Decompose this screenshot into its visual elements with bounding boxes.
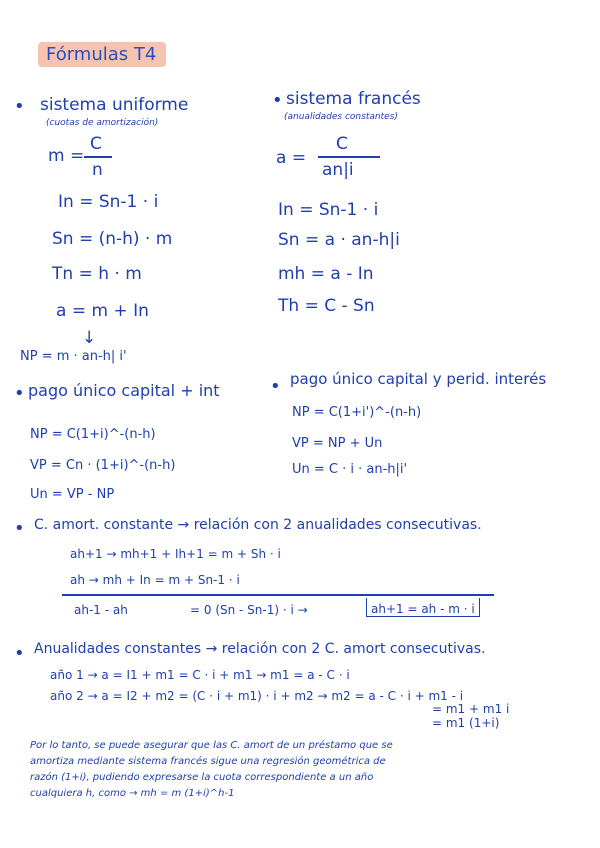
bullet-dot: • xyxy=(272,90,283,111)
heading-sistema-frances: sistema francés xyxy=(286,89,421,109)
formula-m-num: C xyxy=(90,134,102,154)
formula-tn: Tn = h · m xyxy=(52,264,142,284)
bullet-dot: • xyxy=(14,96,25,117)
formula-np-periodico: NP = C(1+i')^-(n-h) xyxy=(292,405,422,420)
bullet-dot: • xyxy=(14,383,25,404)
relation-row-2: ah → mh + In = m + Sn-1 · i xyxy=(70,573,240,587)
formula-np-uniforme: NP = m · an-h| i' xyxy=(20,349,127,364)
formula-un-pago: Un = VP - NP xyxy=(30,487,115,502)
formula-in-frances: In = Sn-1 · i xyxy=(278,200,379,220)
conclusion-line-1: Por lo tanto, se puede asegurar que las C. amort de un préstamo que se xyxy=(30,740,393,751)
formula-vp-periodico: VP = NP + Un xyxy=(292,436,383,451)
subheading-frances: (anualidades constantes) xyxy=(284,112,398,122)
formula-a: a = m + In xyxy=(56,301,149,321)
bullet-dot: • xyxy=(270,376,281,397)
subtraction-line xyxy=(62,594,494,596)
formula-np-pago: NP = C(1+i)^-(n-h) xyxy=(30,427,156,442)
fraction-bar xyxy=(318,156,380,158)
heading-sistema-uniforme: sistema uniforme xyxy=(40,95,189,115)
formula-a-num: C xyxy=(336,134,348,154)
formula-sn: Sn = (n-h) · m xyxy=(52,229,173,249)
arrow-down-icon: ↓ xyxy=(82,328,97,348)
formula-in: In = Sn-1 · i xyxy=(58,192,159,212)
heading-pago-unico-int: pago único capital + int xyxy=(28,381,220,400)
formula-m-den: n xyxy=(92,160,103,180)
formula-vp-pago: VP = Cn · (1+i)^-(n-h) xyxy=(30,458,176,473)
anualidad-row-1: año 1 → a = I1 + m1 = C · i + m1 → m1 = a - C · i xyxy=(50,668,350,682)
anualidad-row-3: = m1 + m1 i xyxy=(432,702,510,716)
formula-a-lhs: a = xyxy=(276,148,307,168)
formula-th-frances: Th = C - Sn xyxy=(278,296,375,316)
anualidad-row-2: año 2 → a = I2 + m2 = (C · i + m1) · i + m2 → m2 = a - C · i + m1 - i xyxy=(50,689,464,703)
relation-result-mid: = 0 (Sn - Sn-1) · i → xyxy=(190,603,308,617)
relation-row-1: ah+1 → mh+1 + Ih+1 = m + Sh · i xyxy=(70,547,281,561)
conclusion-line-3: razón (1+i), pudiendo expresarse la cuota correspondiente a un año xyxy=(30,772,374,783)
heading-anualidades-constantes: Anualidades constantes → relación con 2 C. amort consecutivas. xyxy=(34,641,486,657)
conclusion-line-4: cualquiera h, como → mh = m (1+i)^h-1 xyxy=(30,788,235,799)
formula-mh-frances: mh = a - In xyxy=(278,264,374,284)
heading-pago-unico-periodico: pago único capital y perid. interés xyxy=(290,370,547,388)
formula-a-den: an|i xyxy=(322,160,354,180)
subheading-uniforme: (cuotas de amortización) xyxy=(46,118,159,128)
heading-camort-constante: C. amort. constante → relación con 2 anualidades consecutivas. xyxy=(34,517,482,533)
formula-sn-frances: Sn = a · an-h|i xyxy=(278,230,400,250)
formula-m-lhs: m = xyxy=(48,146,85,166)
fraction-bar xyxy=(84,156,112,158)
bullet-dot: • xyxy=(14,518,25,539)
relation-result-left: ah-1 - ah xyxy=(74,603,128,617)
relation-result-box: ah+1 = ah - m · i xyxy=(366,598,480,617)
page-title: Fórmulas T4 xyxy=(38,42,166,67)
formula-un-periodico: Un = C · i · an-h|i' xyxy=(292,462,408,477)
bullet-dot: • xyxy=(14,643,25,664)
conclusion-line-2: amortiza mediante sistema francés sigue una regresión geométrica de xyxy=(30,756,386,767)
anualidad-row-4: = m1 (1+i) xyxy=(432,716,500,730)
